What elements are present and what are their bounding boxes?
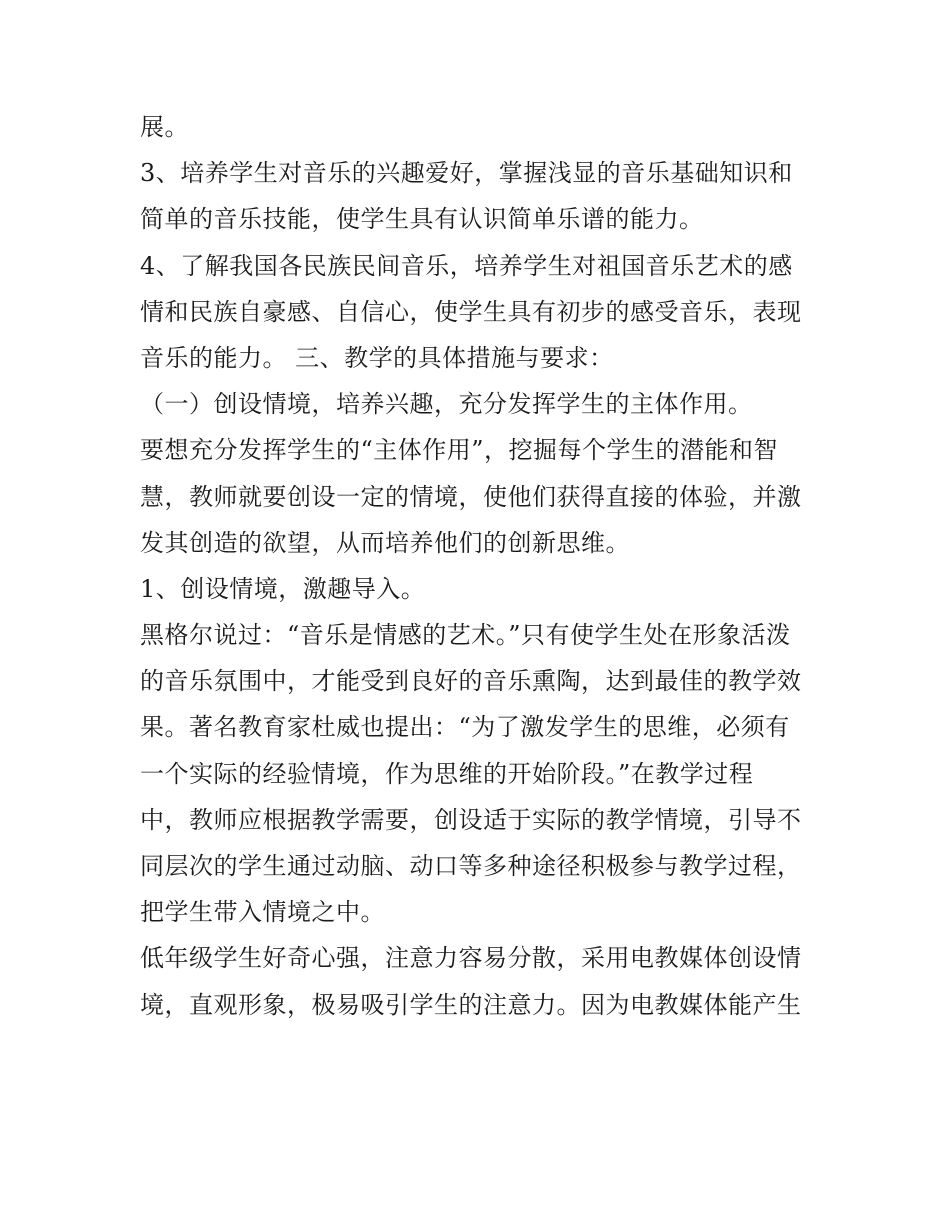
text-line: 慧，教师就要创设一定的情境，使他们获得直接的体验，并激 <box>140 482 802 511</box>
text-line: 1、创设情境，激趣导入。 <box>140 574 426 603</box>
document-body <box>140 104 820 1028</box>
text-line: 要想充分发挥学生的“主体作用”，挖掘每个学生的潜能和智 <box>140 436 779 465</box>
text-line: 果。著名教育家杜威也提出：“为了激发学生的思维，必须有 <box>140 713 790 742</box>
text-line: （一）创设情境，培养兴趣，充分发挥学生的主体作用。 <box>140 390 753 419</box>
text-line: 同层次的学生通过动脑、动口等多种途径积极参与教学过程， <box>140 852 802 880</box>
text-line: 低年级学生好奇心强，注意力容易分散，采用电教媒体创设情 <box>140 944 802 973</box>
text-line: 简单的音乐技能，使学生具有认识简单乐谱的能力。 <box>140 205 704 234</box>
text-line: 4、了解我国各民族民间音乐，培养学生对祖国音乐艺术的感 <box>140 251 793 280</box>
text-line: 展。 <box>140 113 189 141</box>
text-line: 的音乐氛围中，才能受到良好的音乐熏陶，达到最佳的教学效 <box>140 667 802 696</box>
text-line: 情和民族自豪感、自信心，使学生具有初步的感受音乐，表现 <box>140 297 802 326</box>
text-line: 把学生带入情境之中。 <box>140 898 385 927</box>
text-line: 黑格尔说过：“音乐是情感的艺术。”只有使学生处在形象活泼 <box>140 621 791 650</box>
text-line: 发其创造的欲望，从而培养他们的创新思维。 <box>140 528 630 557</box>
text-line: 一个实际的经验情境，作为思维的开始阶段。”在教学过程 <box>140 759 754 788</box>
text-line: 音乐的能力。 三、教学的具体措施与要求： <box>140 343 614 372</box>
text-line: 境，直观形象，极易吸引学生的注意力。因为电教媒体能产生 <box>140 990 802 1019</box>
text-line: 3、培养学生对音乐的兴趣爱好，掌握浅显的音乐基础知识和 <box>140 159 793 188</box>
text-line: 中，教师应根据教学需要，创设适于实际的教学情境，引导不 <box>140 805 802 834</box>
